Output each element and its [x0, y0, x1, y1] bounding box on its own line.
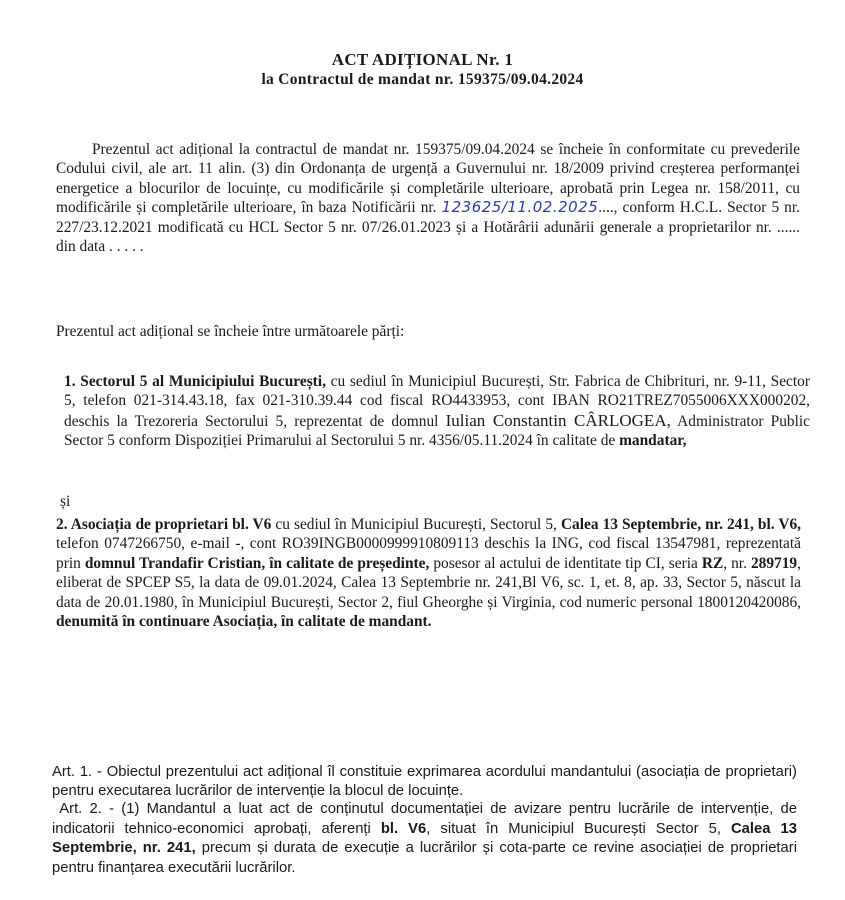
- article-2-text-2: , situat în Municipiul București Sector 5,: [426, 820, 721, 837]
- article-2-text-1: Art. 2. - (1) Mandantul a luat act de conținutul documentației de avizare pentru lucrările de intervenție, de indicatorii tehnico-economici aprobați, aferenți: [52, 801, 797, 837]
- party-1-name: 1. Sectorul 5 al Municipiului București,: [64, 373, 326, 390]
- party-1-details: cu sediul în Municipiul București, Str. Fabrica de Chibrituri, nr. 9-11, Sector 5, telefon 021-314.43.18, fax 021-310.39.44 cod fiscal RO4433953, cont IBAN RO21TREZ7055006XXX000202, deschis la Trezoreria Sectorului 5, reprezentat de domnul: [64, 373, 810, 430]
- party-2-text-1: cu sediul în Municipiul București, Sectorul 5,: [275, 516, 557, 533]
- party-2-text-5: , eliberat de SPCEP S5, la data de 09.01.2024, Calea 13 Septembrie nr. 241,Bl V6, sc. 1, et. 8, ap. 33, Sector 5, născut la data de 20.01.1980, în Municipiul București, Sector 2, fiul Gheorghe și Virginia, cod numeric personal 1800120420086,: [56, 554, 801, 611]
- party-2-designation: denumită în continuare Asociația, în calitate de mandant.: [56, 613, 432, 631]
- handwritten-notification-number: 123625/11.02.2025: [441, 198, 599, 217]
- party-1-representative: Iulian Constantin CÂRLOGEA,: [445, 410, 671, 430]
- article-2-text-3: precum și durata de execuție a lucrărilor și cota-parte ce revine asociației de proprietari pentru finanțarea executării lucrărilor.: [52, 840, 797, 876]
- party-2-id-number: 289719: [750, 554, 798, 572]
- party-2-paragraph: [56, 515, 801, 631]
- party-1-paragraph: [56, 372, 810, 451]
- party-2-text-2: telefon 0747266750, e-mail -, cont RO39INGB0000999910809113 deschis la ING, cod fiscal 13547981, reprezentată prin: [56, 535, 801, 572]
- party-1-details-2: Administrator Public Sector 5 conform Dispoziției Primarului al Sectorului 5 nr. 4356/05.11.2024 în calitate de: [64, 412, 811, 450]
- intro-text-a: Prezentul act adițional la contractul de mandat nr. 159375/09.04.2024 se încheie în conformitate cu prevederile Codului civil, ale art. 11 alin. (3) din Ordonanța de urgență a Guvernului nr. 18/2009 privind creșterea performanței energetice a blocurilor de locuințe, cu modificările și completările ulterioare, aprobată prin Legea nr. 158/2011, cu modificările și completările ulterioare, în baza Notificării nr.: [56, 141, 800, 217]
- party-2-id-series: RZ: [701, 554, 724, 572]
- article-2-block: bl. V6: [380, 820, 427, 837]
- article-1: Art. 1. - Obiectul prezentului act adițional îl constituie exprimarea acordului mandantului (asociația de proprietari) pentru executarea lucrărilor de intervenție la blocul de locuințe.: [52, 764, 797, 799]
- party-1-role: mandatar,: [619, 432, 687, 450]
- parties-intro: Prezentul act adițional se încheie între următoarele părți:: [56, 323, 405, 340]
- party-2-text-4: , nr.: [723, 554, 747, 572]
- document-subtitle: la Contractul de mandat nr. 159375/09.04.2024: [261, 71, 584, 88]
- intro-text-b: ...., conform H.C.L. Sector 5 nr. 227/23.12.2021 modificată cu HCL Sector 5 nr. 07/26.01.2023 și a Hotărârii adunării generale a proprietarilor nr. ...... din data . . . . .: [56, 199, 800, 256]
- party-2-name: 2. Asociația de proprietari bl. V6: [56, 516, 272, 533]
- and-conjunction: și: [60, 493, 71, 510]
- document-title: ACT ADIȚIONAL Nr. 1: [331, 50, 514, 69]
- party-2-text-3: posesor al actului de identitate tip CI, seria: [433, 554, 698, 572]
- intro-paragraph: [56, 140, 800, 256]
- article-2-address: Calea 13 Septembrie, nr. 241,: [52, 820, 797, 857]
- party-2-address: Calea 13 Septembrie, nr. 241, bl. V6,: [560, 516, 801, 533]
- article-2: [52, 800, 797, 878]
- party-2-representative: domnul Trandafir Cristian, în calitate de președinte,: [84, 554, 430, 572]
